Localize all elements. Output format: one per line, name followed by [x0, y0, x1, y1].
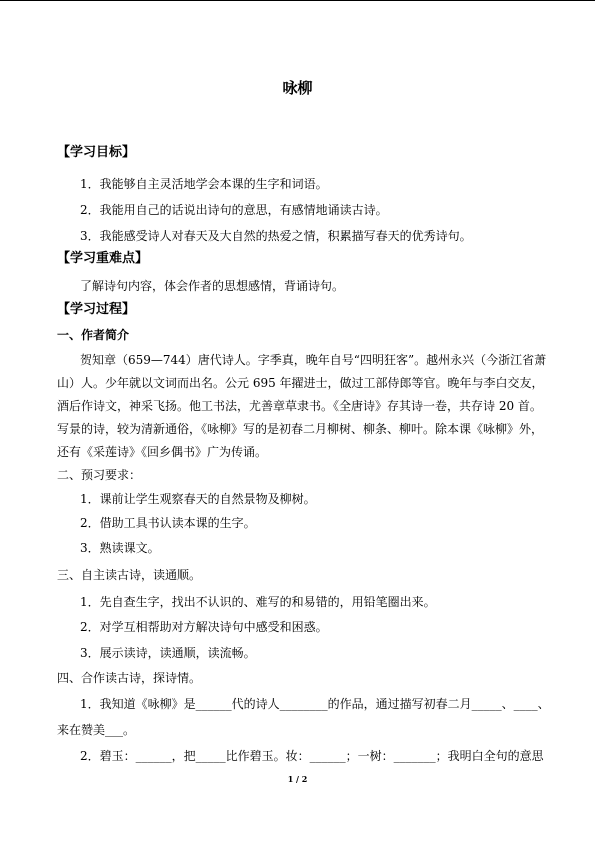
page-number: 1 / 2 [287, 774, 308, 784]
author-line-4: 写景的诗，较为清新通俗，《咏柳》写的是初春二月柳树、柳条、柳叶。除本课《咏柳》外， [57, 422, 544, 436]
focus-text: 了解诗句内容，体会作者的思想感情，背诵诗句。 [80, 279, 345, 293]
preview-item-1: 1．课前让学生观察春天的自然景物及柳树。 [80, 492, 316, 506]
coop-question-1-line-1: 1．我知道《咏柳》是______代的诗人________的作品，通过描写初春二月_____、____、 [80, 697, 550, 711]
coop-question-1-line-2: 来在赞美___。 [57, 723, 136, 737]
goal-item-1: 1．我能够自主灵活地学会本课的生字和词语。 [80, 177, 328, 191]
coop-question-2-line-1: 2．碧玉：______，把_____比作碧玉。妆：______；一树：_______；我明白全句的意思 [80, 749, 544, 763]
goal-item-3: 3．我能感受诗人对春天及大自然的热爱之情，积累描写春天的优秀诗句。 [80, 229, 472, 243]
preview-heading: 二、预习要求： [57, 468, 142, 482]
coop-heading: 四、合作读古诗，探诗情。 [57, 671, 202, 685]
author-heading: 一、作者简介 [57, 328, 130, 342]
preview-item-2: 2．借助工具书认读本课的生字。 [80, 516, 256, 530]
focus-heading: 【学习重难点】 [57, 251, 149, 266]
goal-item-2: 2．我能用自己的话说出诗句的意思，有感情地诵读古诗。 [80, 203, 388, 217]
goals-heading: 【学习目标】 [57, 145, 136, 160]
page-top-border [0, 0, 595, 1]
selfread-item-3: 3．展示读诗，读通顺，读流畅。 [80, 646, 256, 660]
author-line-5: 还有《采莲诗》《回乡偶书》广为传诵。 [57, 445, 268, 459]
preview-item-3: 3．熟读课文。 [80, 541, 160, 555]
selfread-heading: 三、自主读古诗，读通顺。 [57, 568, 202, 582]
process-heading: 【学习过程】 [57, 302, 136, 317]
author-line-1: 贺知章（659—744）唐代诗人。字季真，晚年自号“四明狂客”。越州永兴（今浙江省萧 [80, 353, 547, 367]
selfread-item-2: 2．对学互相帮助对方解决诗句中感受和困惑。 [80, 620, 328, 634]
author-line-3: 酒后作诗文，神采飞扬。他工书法，尤善章草隶书。《全唐诗》存其诗一卷，共存诗 20 首。 [57, 399, 542, 413]
page-title: 咏柳 [282, 79, 313, 97]
selfread-item-1: 1．先自查生字，找出不认识的、难写的和易错的，用铅笔圈出来。 [80, 595, 436, 609]
author-line-2: 山）人。少年就以文词而出名。公元 695 年擢进士，做过工部侍郎等官。晚年与李白交友， [57, 376, 544, 390]
